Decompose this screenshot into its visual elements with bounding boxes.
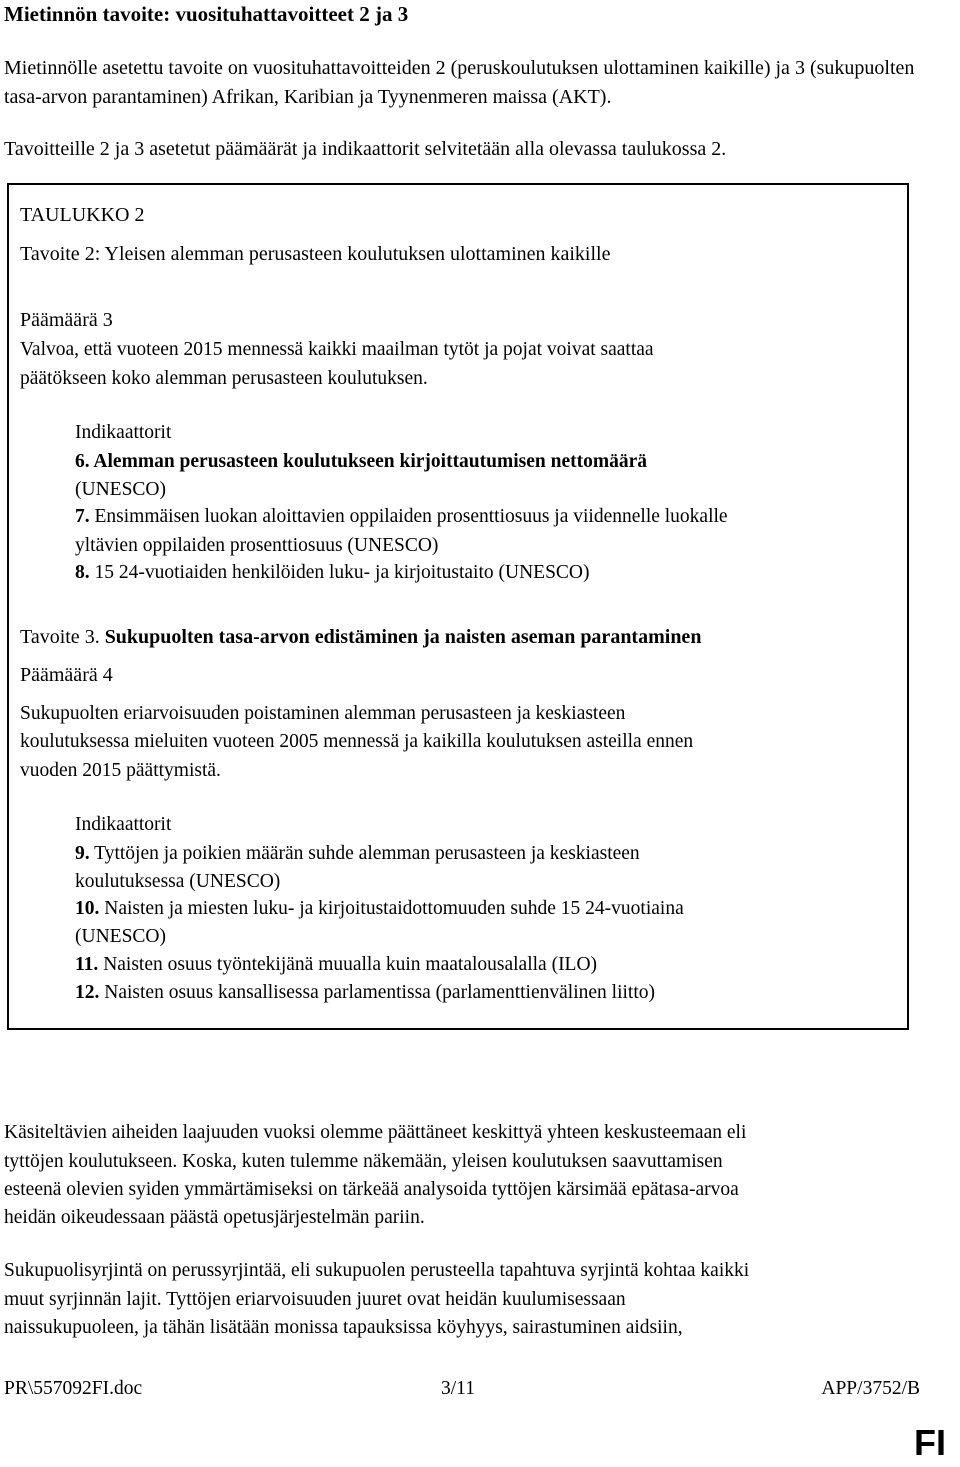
indicator-12 — [75, 978, 655, 1007]
language-code: FI — [914, 1422, 946, 1463]
indicator-8 — [75, 558, 590, 587]
indicators-label-2: Indikaattorit — [75, 814, 172, 835]
section-heading: Mietinnön tavoite: vuosituhattavoitteet 2 ja 3 — [4, 2, 409, 26]
indicator-11 — [75, 950, 597, 979]
indicator-7-line1 — [75, 502, 728, 531]
indicator-7-line2: yltävien oppilaiden prosenttiosuus (UNESCO) — [75, 535, 439, 556]
indicator-10-line2: (UNESCO) — [75, 926, 166, 947]
intro-paragraph-2: Tavoitteille 2 ja 3 asetetut päämäärät ja indikaattorit selvitetään alla olevassa taulukossa 2. — [4, 138, 727, 160]
target-3-text-line1: Valvoa, että vuoteen 2015 mennessä kaikki maailman tytöt ja pojat voivat saattaa — [20, 339, 654, 360]
indicator-7-text: Ensimmäisen luokan aloittavien oppilaiden prosenttiosuus ja viidennelle luokalle — [89, 506, 728, 527]
body-paragraph-1-line3: esteenä olevien syiden ymmärtämiseksi on tärkeää analysoida tyttöjen kärsimää epätasa-arvoa — [4, 1179, 739, 1200]
goal-3-title: Sukupuolten tasa-arvon edistäminen ja naisten aseman parantaminen — [99, 626, 702, 648]
indicator-12-number: 12. — [75, 982, 100, 1003]
body-paragraph-2-line2: muut syrjinnän lajit. Tyttöjen eriarvoisuuden juuret ovat heidän kuulumisessaan — [4, 1289, 626, 1310]
target-4-label: Päämäärä 4 — [20, 664, 113, 686]
indicator-8-text: 15 24-vuotiaiden henkilöiden luku- ja kirjoitustaito (UNESCO) — [89, 562, 590, 583]
indicator-6-line2: (UNESCO) — [75, 479, 166, 500]
indicator-11-text: Naisten osuus työntekijänä muualla kuin maatalousalalla (ILO) — [98, 954, 598, 975]
indicator-9-number: 9. — [75, 843, 90, 864]
footer-page-number: 3/11 — [441, 1378, 475, 1399]
indicator-10-text: Naisten ja miesten luku- ja kirjoitustaidottomuuden suhde 15 24-vuotiaina — [99, 898, 684, 919]
indicator-11-number: 11. — [75, 954, 99, 975]
footer-app-ref: APP/3752/B — [821, 1378, 920, 1399]
footer-doc-ref: PR\557092FI.doc — [4, 1378, 143, 1399]
target-4-line2: koulutuksessa mieluiten vuoteen 2005 mennessä ja kaikilla koulutuksen asteilla ennen — [20, 731, 694, 752]
indicator-6-line1: 6. Alemman perusasteen koulutukseen kirjoittautumisen nettomäärä — [75, 451, 648, 472]
target-3-label: Päämäärä 3 — [20, 309, 113, 331]
goal-2: Tavoite 2: Yleisen alemman perusasteen koulutuksen ulottaminen kaikille — [20, 243, 611, 265]
goal-3-prefix: Tavoite 3. — [20, 626, 100, 648]
body-paragraph-2-line1: Sukupuolisyrjintä on perussyrjintää, eli sukupuolen perusteella tapahtuva syrjintä kohtaa kaikki — [4, 1260, 750, 1281]
body-paragraph-1-line4: heidän oikeudessaan päästä opetusjärjestelmän pariin. — [4, 1207, 425, 1228]
body-paragraph-1-line2: tyttöjen koulutukseen. Koska, kuten tulemme näkemään, yleisen koulutuksen saavuttamisen — [4, 1151, 723, 1172]
indicator-9-line2: koulutuksessa (UNESCO) — [75, 871, 281, 892]
indicators-label: Indikaattorit — [75, 422, 172, 443]
indicator-9-line1 — [75, 839, 640, 868]
indicator-10-number: 10. — [75, 898, 100, 919]
indicator-12-text: Naisten osuus kansallisessa parlamentissa (parlamenttienvälinen liitto) — [99, 982, 655, 1003]
indicator-10-line1 — [75, 894, 684, 923]
indicator-8-number: 8. — [75, 562, 90, 583]
body-paragraph-2-line3: naissukupuoleen, ja tähän lisätään monissa tapauksissa köyhyys, sairastuminen aidsiin, — [4, 1317, 683, 1338]
target-4-line1: Sukupuolten eriarvoisuuden poistaminen alemman perusasteen ja keskiasteen — [20, 703, 626, 724]
table-title: TAULUKKO 2 — [20, 204, 145, 226]
indicator-7-number: 7. — [75, 506, 90, 527]
target-3-text-line2: päätökseen koko alemman perusasteen koulutuksen. — [20, 368, 428, 389]
intro-paragraph: Mietinnölle asetettu tavoite on vuosituhattavoitteiden 2 (peruskoulutuksen ulottaminen kaikille) ja 3 (sukupuolten tasa-arvon parantaminen) Afrikan, Karibian ja Tyynenmeren maissa (AKT). — [4, 57, 915, 108]
goal-3 — [20, 623, 701, 652]
target-4-line3: vuoden 2015 päättymistä. — [20, 760, 221, 781]
body-paragraph-1-line1: Käsiteltävien aiheiden laajuuden vuoksi olemme päättäneet keskittyä yhteen keskusteemaan eli — [4, 1122, 747, 1143]
indicator-9-text: Tyttöjen ja poikien määrän suhde alemman perusasteen ja keskiasteen — [89, 843, 640, 864]
